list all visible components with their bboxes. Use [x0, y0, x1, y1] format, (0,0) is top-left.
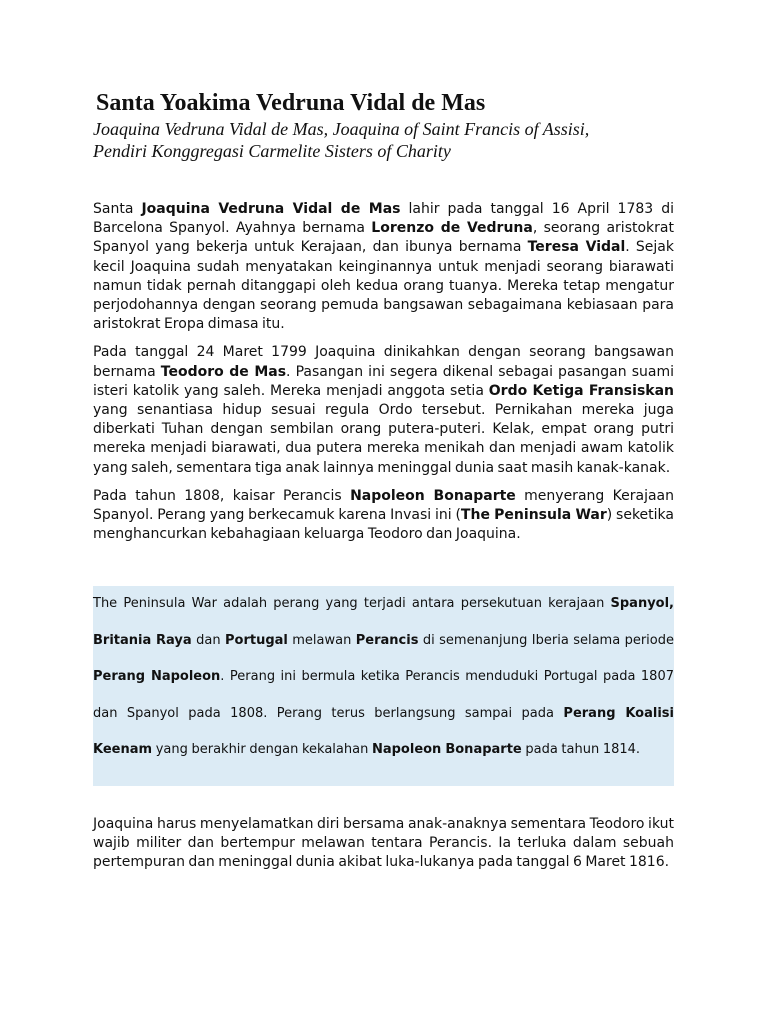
- text-run: menyerang Kerajaan Spanyol. Perang yang berkecamuk karena Invasi ini (: [93, 487, 674, 524]
- page-title: Santa Yoakima Vedruna Vidal de Mas: [96, 90, 486, 116]
- text-run: The Peninsula War adalah perang yang terjadi antara persekutuan kerajaan: [93, 596, 611, 611]
- text-run: , seorang aristokrat Spanyol yang bekerja untuk Kerajaan, dan ibunya bernama: [93, 220, 674, 256]
- subtitle-line-2: Pendiri Konggregasi Carmelite Sisters of Charity: [93, 141, 451, 161]
- text-run: ) seketika menghancurkan kebahagiaan keluarga Teodoro dan Joaquina.: [93, 507, 674, 543]
- text-run: Santa: [93, 201, 142, 217]
- name-teresa: Teresa Vidal: [527, 239, 626, 256]
- text-run: lahir pada tanggal 16 April 1783 di Barcelona Spanyol. Ayahnya bernama: [93, 201, 674, 237]
- text-run: Pada tanggal 24 Maret 1799 Joaquina dinikahkan dengan seorang bangsawan bernama: [93, 344, 674, 380]
- paragraph-war: [93, 487, 674, 545]
- text-run: pada tahun 1814.: [521, 742, 641, 757]
- name-perang-napoleon: Perang Napoleon: [93, 669, 221, 684]
- name-ordo: Ordo Ketiga Fransiskan: [488, 382, 674, 399]
- text-run: . Pasangan ini segera dikenal sebagai pasangan suami isteri katolik yang saleh. Mereka menjadi anggota setia: [93, 363, 674, 399]
- text-run: dan: [191, 632, 225, 648]
- subtitle-line-1: Joaquina Vedruna Vidal de Mas, Joaquina of Saint Francis of Assisi,: [93, 119, 590, 139]
- name-perang-koalisi: Perang Koalisi Keenam: [93, 705, 674, 757]
- note-text: [93, 586, 674, 769]
- article-body-top: [93, 200, 674, 553]
- text-run: di semenanjung Iberia selama periode: [418, 632, 674, 648]
- text-run: Pada tahun 1808, kaisar Perancis: [93, 487, 351, 504]
- name-spanyol-britania: Spanyol, Britania Raya: [93, 596, 674, 648]
- text-run: . Perang ini bermula ketika Perancis menduduki Portugal pada 1807 dan Spanyol pada 1808. Perang terus berlangsung sampai pada: [93, 669, 674, 721]
- name-peninsula-war: The Peninsula War: [460, 507, 607, 524]
- page-subtitle: [93, 118, 693, 162]
- name-perancis: Perancis: [355, 632, 419, 648]
- paragraph-birth: [93, 200, 674, 334]
- text-run: Joaquina harus menyelamatkan diri bersama anak-anaknya sementara Teodoro ikut wajib militer dan bertempur melawan tentara Perancis. Ia terluka dalam sebuah pertempuran dan meninggal dunia akibat luka-lukanya pada tanggal 6 Maret 1816.: [93, 816, 674, 871]
- paragraph-marriage: [93, 343, 674, 477]
- name-napoleon-bonaparte: Napoleon Bonaparte: [371, 742, 522, 757]
- text-run: . Sejak kecil Joaquina sudah menyatakan keinginannya untuk menjadi seorang biarawati namun tidak pernah ditanggapi oleh kedua orang tuanya. Mereka tetap mengatur perjodohannya dengan seorang pemuda bangsawan sebagaimana kebiasaan para aristokrat Eropa dimasa itu.: [93, 239, 674, 333]
- name-napoleon: Napoleon Bonaparte: [350, 487, 516, 504]
- name-lorenzo: Lorenzo de Vedruna: [371, 220, 533, 237]
- peninsula-war-note: [93, 586, 674, 786]
- text-run: yang berakhir dengan kekalahan: [152, 742, 372, 757]
- name-joaquina: Joaquina Vedruna Vidal de Mas: [141, 201, 401, 217]
- name-teodoro: Teodoro de Mas: [160, 363, 287, 380]
- text-run: yang senantiasa hidup sesuai regula Ordo tersebut. Pernikahan mereka juga diberkati Tuhan dengan sembilan orang putera-puteri. Kelak, empat orang putri mereka menjadi biarawati, dua putera mereka menikah dan menjadi awam katolik yang saleh, sementara tiga anak lainnya meninggal dunia saat masih kanak-kanak.: [93, 402, 674, 476]
- paragraph-escape: [93, 815, 674, 873]
- text-run: melawan: [287, 632, 356, 648]
- name-portugal: Portugal: [224, 632, 288, 648]
- article-body-bottom: [93, 815, 674, 882]
